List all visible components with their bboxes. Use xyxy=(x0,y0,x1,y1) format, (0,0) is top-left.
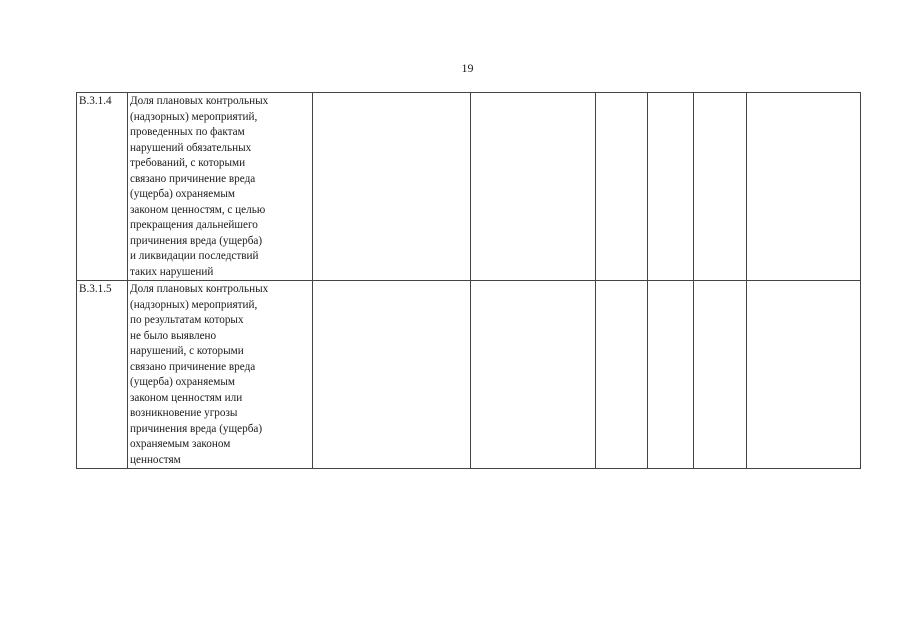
description-line: нарушений, с которыми xyxy=(130,345,244,357)
empty-cell xyxy=(471,93,596,281)
description-line: (надзорных) мероприятий, xyxy=(130,110,258,123)
table-row xyxy=(77,281,861,469)
indicators-table xyxy=(76,92,861,469)
description-line: требований, с которыми xyxy=(130,157,246,169)
empty-cell xyxy=(694,93,747,281)
description-line: Доля плановых контрольных xyxy=(130,95,269,107)
description-line: законом ценностям, с целью xyxy=(130,203,266,216)
empty-cell xyxy=(596,281,648,469)
empty-cell xyxy=(648,93,694,281)
description-line: (надзорных) мероприятий, xyxy=(130,298,258,311)
table-row xyxy=(77,93,861,281)
empty-cell xyxy=(747,281,861,469)
description-line: законом ценностям или xyxy=(130,391,243,404)
description-line: и ликвидации последствий xyxy=(130,250,259,262)
empty-cell xyxy=(596,93,648,281)
empty-cell xyxy=(747,93,861,281)
indicator-code: В.3.1.5 xyxy=(77,281,128,469)
description-line: (ущерба) охраняемым xyxy=(130,376,235,388)
description-line: по результатам которых xyxy=(130,314,244,326)
description-line: ценностям xyxy=(130,453,181,466)
description-line: причинения вреда (ущерба) xyxy=(130,234,263,247)
description-line: причинения вреда (ущерба) xyxy=(130,422,263,435)
empty-cell xyxy=(648,281,694,469)
empty-cell xyxy=(313,281,471,469)
empty-cell xyxy=(471,281,596,469)
description-line: возникновение угрозы xyxy=(130,407,238,419)
description-line: не было выявлено xyxy=(130,329,217,342)
description-line: охраняемым законом xyxy=(130,438,231,450)
description-line: связано причинение вреда xyxy=(130,360,256,373)
description-line: Доля плановых контрольных xyxy=(130,283,269,295)
indicator-code: В.3.1.4 xyxy=(77,93,128,281)
description-line: проведенных по фактам xyxy=(130,126,245,138)
empty-cell xyxy=(313,93,471,281)
description-line: таких нарушений xyxy=(130,265,214,278)
description-line: (ущерба) охраняемым xyxy=(130,188,235,200)
description-line: нарушений обязательных xyxy=(130,141,252,154)
empty-cell xyxy=(694,281,747,469)
page-number: 19 xyxy=(461,61,474,75)
description-line: связано причинение вреда xyxy=(130,172,256,185)
indicator-description xyxy=(128,93,313,281)
description-line: прекращения дальнейшего xyxy=(130,219,258,231)
indicator-description xyxy=(128,281,313,469)
